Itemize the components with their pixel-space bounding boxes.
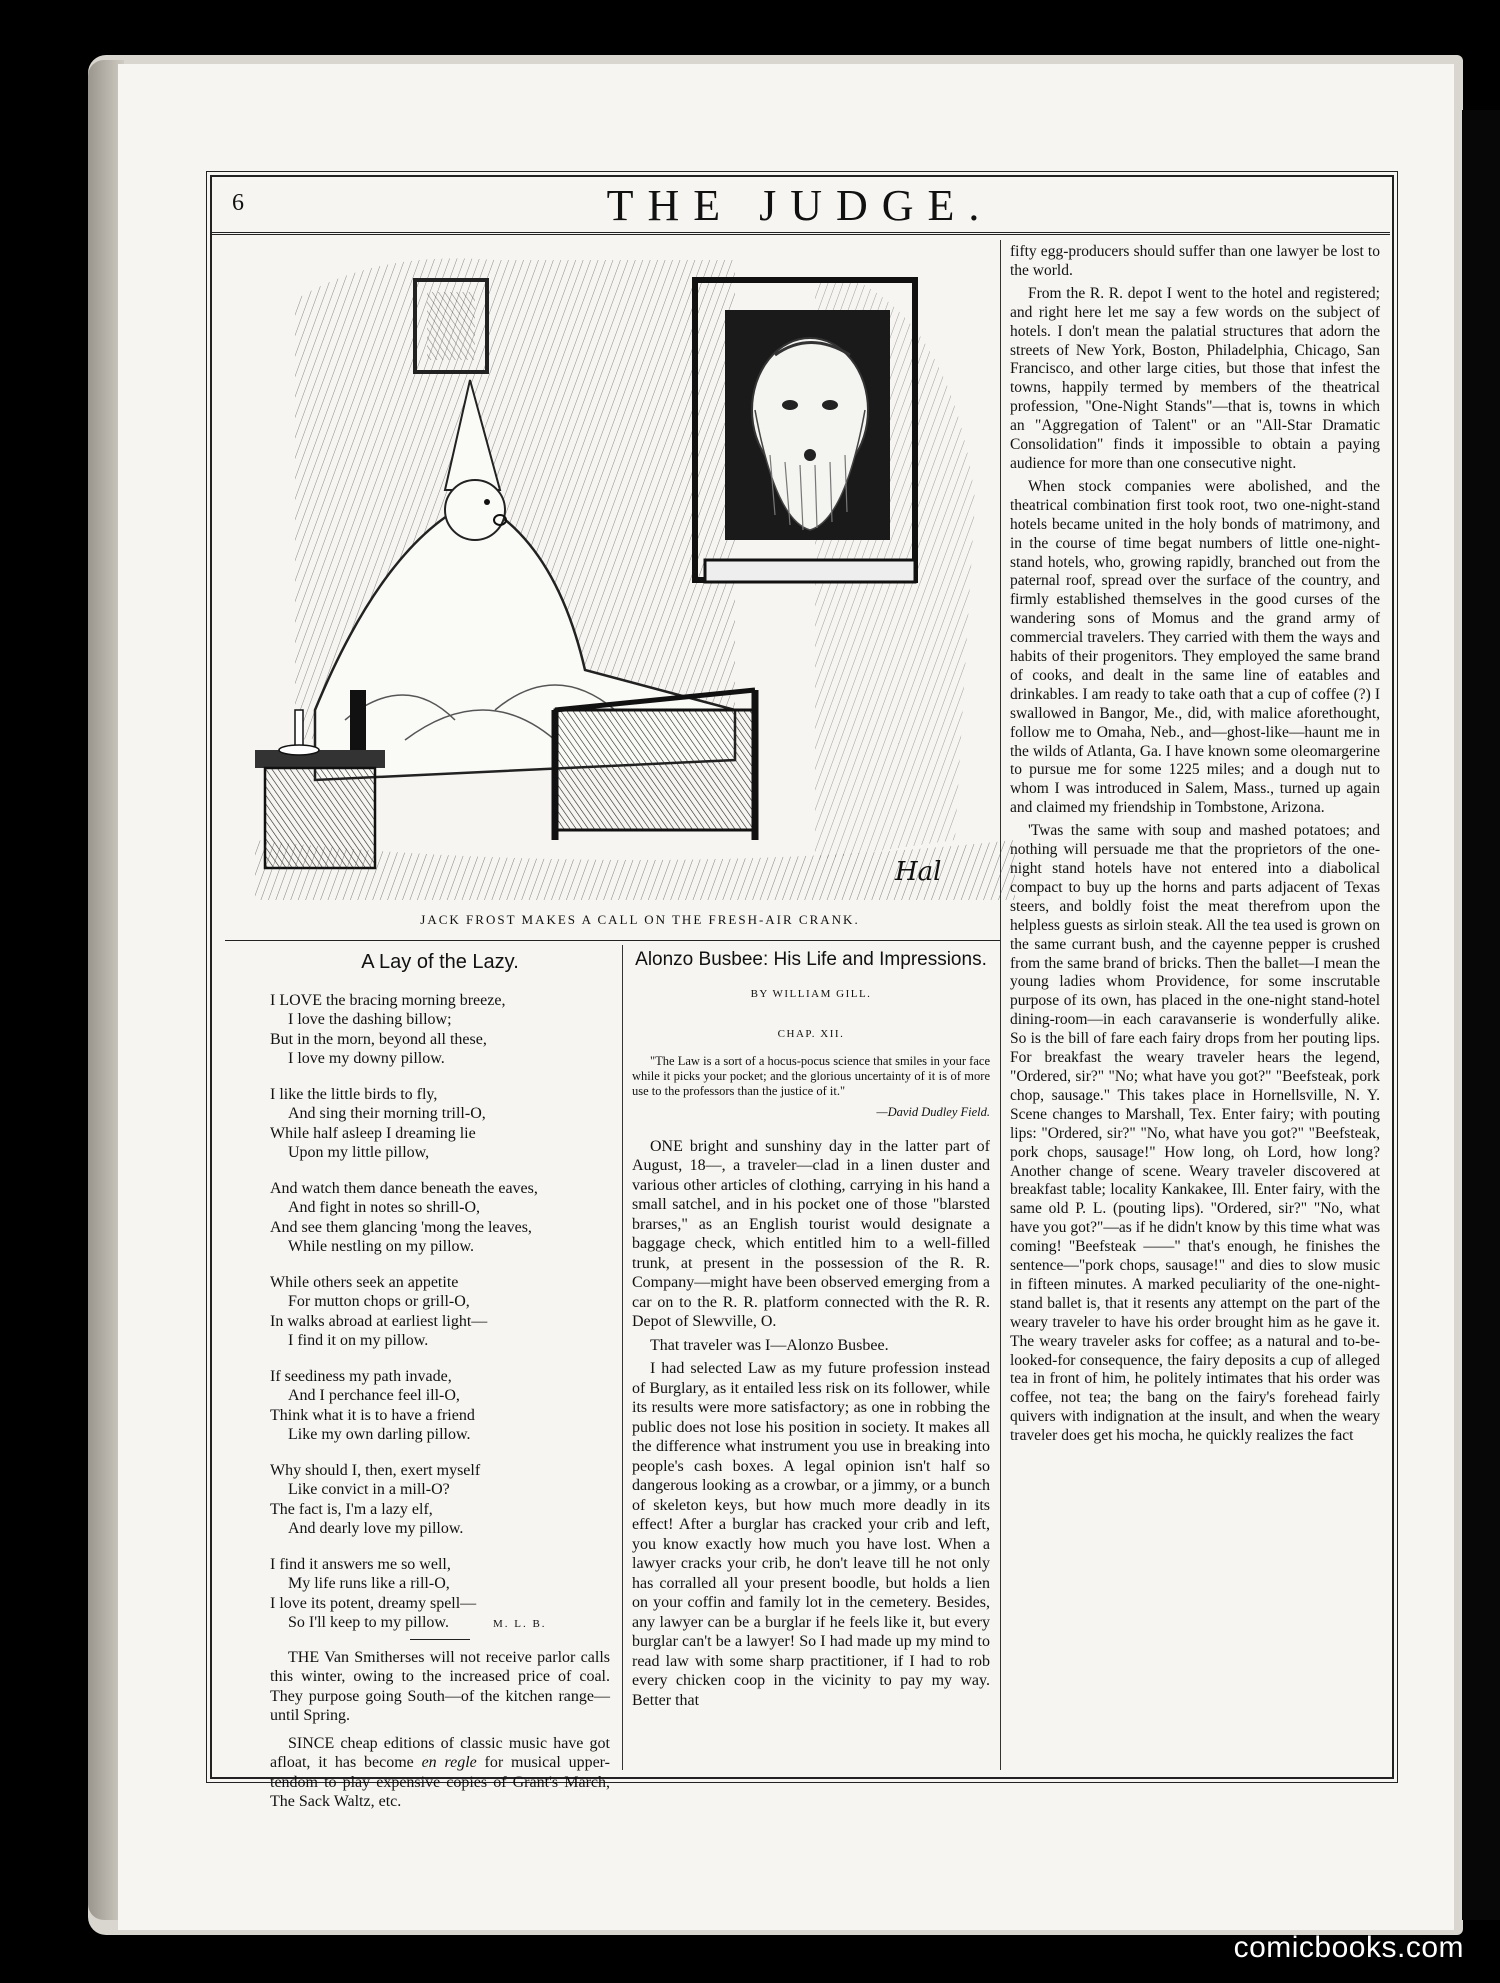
chapter-heading: CHAP. XII. xyxy=(777,1027,845,1040)
watermark: comicbooks.com xyxy=(1233,1931,1464,1964)
poem-stanza xyxy=(270,1555,610,1635)
poem-initials: M. L. B. xyxy=(492,1618,547,1630)
poem-line: I find it answers me so well, xyxy=(270,1555,451,1573)
poem-line: And fight in notes so shrill-O, xyxy=(288,1199,480,1216)
item-cheap-editions xyxy=(270,1734,610,1812)
poem-title: A Lay of the Lazy. xyxy=(361,951,519,973)
poem-line: For mutton chops or grill-O, xyxy=(288,1293,470,1310)
poem-line: I love its potent, dreamy spell— xyxy=(270,1594,477,1612)
poem-line: And I perchance feel ill-O, xyxy=(288,1387,460,1404)
item-separator xyxy=(410,1639,470,1640)
poem-line: And watch them dance beneath the eaves, xyxy=(270,1179,538,1197)
poem-last-line: So I'll keep to my pillow. xyxy=(288,1614,449,1631)
poem-line: And see them glancing 'mong the leaves, xyxy=(270,1218,532,1236)
poem-stanza xyxy=(270,1273,610,1351)
column-story-continued xyxy=(1010,243,1380,1450)
column-rule-right xyxy=(1000,240,1001,1770)
poem-line: Like my own darling pillow. xyxy=(288,1426,471,1443)
poem-line: I love the dashing billow; xyxy=(288,1011,452,1028)
column-story xyxy=(632,945,990,1714)
poem-stanza xyxy=(270,1367,610,1445)
poem-line: While half asleep I dreaming lie xyxy=(270,1124,476,1142)
story-paragraph: ONE bright and sunshiny day in the latter part of August, 18—, a traveler—clad in a linen duster and various other articles of clothing, carrying in his hand a small satchel, and in his pocket one of those "blarsted brarses," as an English tourist would designate a baggage check, which entitled him to a well-filled trunk, at present in the possession of the R. R. Company—might have been observed emerging from a car on to the R. R. platform connected with the R. R. Depot of Slewville, O. xyxy=(632,1137,990,1330)
next-page-edge xyxy=(1462,110,1500,1920)
story-paragraph: That traveler was I—Alonzo Busbee. xyxy=(650,1336,889,1354)
cartoon-illustration xyxy=(255,240,1015,900)
poem-line xyxy=(270,1613,610,1635)
story-paragraph: I had selected Law as my future profession instead of Burglary, as it entailed less risk on its follower, while its results were more satisfactory; as one in robbing the public does not lose his position in society. It makes all the difference what instrument you use in breaking into people's cash boxes. A legal opinion isn't half so dangerous looking as a crowbar, or a jimmy, or a bunch of skeleton keys, but how much more deadly in its effect! After a burglar has cracked your crib and left, you know exactly how much you have lost. When a lawyer cracks your crib, he don't leave till he not only has corralled all your present boodle, but holds a lien on your coffin and family lot in the cemetery. Besides, any lawyer can be a burglar if he feels like it, but every burglar can't be a lawyer! So I had made up my mind to read law with some sharp practitioner, if I had to rob every chicken coop in the vicinity to pay my way. Better that xyxy=(632,1360,990,1709)
poem-line: And dearly love my pillow. xyxy=(288,1520,464,1537)
poem-line: Upon my little pillow, xyxy=(288,1144,430,1161)
artist-signature: Hal xyxy=(895,857,942,887)
story-paragraph: fifty egg-producers should suffer than one lawyer be lost to the world. xyxy=(1010,243,1380,279)
caption-rule xyxy=(225,940,1000,941)
item-van-smitherses: THE Van Smitherses will not receive parlor calls this winter, owing to the increased price of coal. They purpose going South—of the kitchen range—until Spring. xyxy=(270,1648,610,1724)
epigraph: "The Law is a sort of a hocus-pocus science that smiles in your face while it picks your pocket; and the glorious uncertainty of it is of more use to the professors than the justice of it." xyxy=(632,1054,990,1098)
page-header xyxy=(210,180,1390,230)
poem-line: Think what it is to have a friend xyxy=(270,1406,475,1424)
poem-line: My life runs like a rill-O, xyxy=(288,1575,450,1592)
poem-line: The fact is, I'm a lazy elf, xyxy=(270,1500,433,1518)
poem-line: Why should I, then, exert myself xyxy=(270,1461,481,1479)
poem-stanza xyxy=(270,1085,610,1163)
epigraph-attribution: —David Dudley Field. xyxy=(876,1105,990,1119)
item-text: SINCE cheap editions of classic music have got afloat, it has become xyxy=(270,1734,610,1771)
poem-line: I find it on my pillow. xyxy=(288,1332,429,1349)
column-rule-left xyxy=(622,945,623,1770)
poem-stanza xyxy=(270,1179,610,1257)
poem-stanza xyxy=(270,991,610,1069)
page-number: 6 xyxy=(232,190,244,216)
poem-line: Like convict in a mill-O? xyxy=(288,1481,450,1498)
poem-line: If seediness my path invade, xyxy=(270,1367,452,1385)
poem-line: And sing their morning trill-O, xyxy=(288,1105,486,1122)
header-rule xyxy=(210,232,1390,235)
cartoon-drawing xyxy=(255,240,1015,900)
story-title: Alonzo Busbee: His Life and Impressions. xyxy=(635,949,987,970)
item-text: for musical upper-tendom to play expensive copies of Grant's March, The Sack Waltz, etc. xyxy=(270,1754,611,1810)
poem-line: I like the little birds to fly, xyxy=(270,1085,438,1103)
poem-line: In walks abroad at earliest light— xyxy=(270,1312,488,1330)
story-paragraph: When stock companies were abolished, and the theatrical combination first took root, two one-night-stand hotels became united in the holy bonds of matrimony, and in the course of time begat numbers of little one-night-stand hotels, who, growing rapidly, branched out from the paternal roof, spread over the surface of the country, and firmly established themselves in the good curses of the wandering sons of Momus and the grand army of commercial travelers. They carried with them the ways and habits of their progenitors. They employed the same brand of cooks, and dealt in the same line of eatables and drinkables. I am ready to take oath that a cup of coffee (?) I swallowed in Bangor, Me., did, with malice aforethought, follow me to Omaha, Neb., and—ghost-like—haunt me in the wilds of Atlanta, Ga. I have known some oleomargerine to pursue me for some 1225 miles; and a dough nut to whom I was introduced in Salem, Mass., turned up again and claimed my friendship in Tombstone, Arizona. xyxy=(1010,477,1380,817)
poem-line: While nestling on my pillow. xyxy=(288,1238,475,1255)
poem-line: But in the morn, beyond all these, xyxy=(270,1030,487,1048)
poem-line: While others seek an appetite xyxy=(270,1273,459,1291)
item-italic: en regle xyxy=(421,1754,477,1771)
story-paragraph: From the R. R. depot I went to the hotel and registered; and right here let me say a few words on the subject of hotels. I don't mean the palatial structures that adorn the streets of New York, Boston, Philadelphia, Chicago, San Francisco, and other large cities, but those that infest the towns, happily termed by members of the theatrical profession, "One-Night Stands"—that is, towns in which an "Aggregation of Talent" or an "All-Star Dramatic Consolidation" finds it impossible to obtain a paying audience for more than one consecutive night. xyxy=(1010,284,1380,472)
illustration-caption: JACK FROST MAKES A CALL ON THE FRESH-AIR CRANK. xyxy=(420,912,860,927)
poem-line: I love my downy pillow. xyxy=(288,1050,445,1067)
column-poem xyxy=(270,945,610,1816)
masthead: THE JUDGE. xyxy=(606,181,994,230)
poem-stanza xyxy=(270,1461,610,1539)
story-paragraph: 'Twas the same with soup and mashed potatoes; and nothing will persuade me that the proprietors of the one-night stand hotels have not entered into a diabolical compact to buy up the horns and parts adjacent of Texas steers, and boldly foist the meat therefrom upon the helpless guests as sirloin steak. All the tea used is grown on the same currant bush, and the cayenne pepper is crushed from the same brand of bricks. Then the ballet—I mean the young ladies whom Providence, for some inscrutable purpose of its own, has placed in the one-night stand-hotel dining-room—in each caravanserie is wonderfully alike. So is the bill of fare each fairy drops from her pouting lips. For breakfast the weary traveler hears the legend, "Ordered, sir?" "No; what have you got?" "Beefsteak, pork chop, sausage." This takes place in Hornellsville, N. Y. Scene changes to Marshall, Tex. Enter fairy; with pouting lips: "Ordered, sir?" "No, what have you got?" "Beefsteak, pork chops, sausage!" How long, oh Lord, how long? Another change of scene. Weary traveler discovered at breakfast table; locality Kankakee, Ill. Enter fairy, with the same old P. L. (pouting lips). "Ordered, sir?" "No, what have you got?"—as if he didn't know by this time what was coming! "Beefsteak ——" that's enough, he finishes the sentence—"pork chops, sausage!" and dies to slow music in fifteen minutes. A marked peculiarity of the one-night-stand ballet is, that it resents any attempt on the part of the weary traveler to have his order brought him as he gave it. The weary traveler asks for coffee; as a natural and to-be-looked-for consequence, the fairy deposits a cup of alleged tea in front of him, he politely intimates that his order was coffee, not tea; the bang on the fairy's forehead fairly quivers with indignation at the insult, and when the weary traveler does get his mocha, he quickly realizes the fact xyxy=(1010,822,1380,1445)
poem-line: I LOVE the bracing morning breeze, xyxy=(270,991,506,1009)
story-byline: BY WILLIAM GILL. xyxy=(750,988,872,1000)
